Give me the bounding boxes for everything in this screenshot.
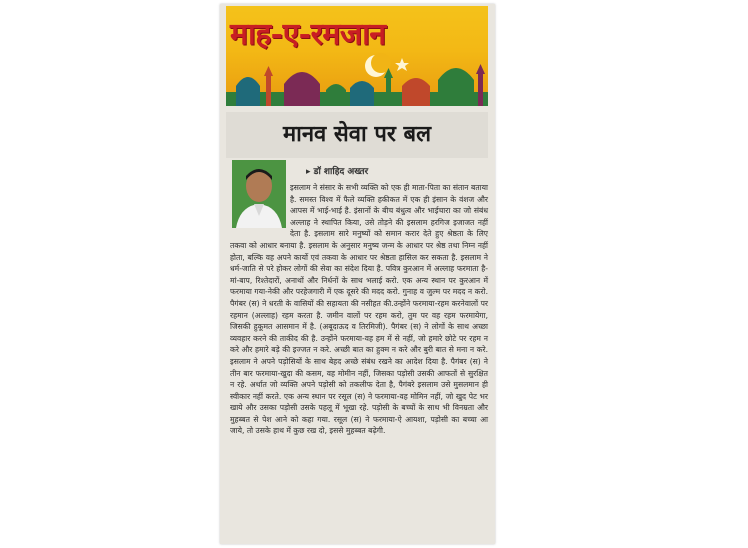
- mosque-skyline-illustration: [226, 50, 488, 106]
- article-body: [230, 182, 488, 542]
- author-byline: ▸ डॉ शाहिद अख्तर: [306, 167, 369, 177]
- headline-box: [226, 112, 488, 158]
- ramzan-banner: [226, 6, 488, 106]
- headline: मानव सेवा पर बल: [282, 121, 432, 147]
- banner-title: माह-ए-रमजान: [230, 17, 386, 52]
- article-body-text: इसलाम ने संसार के सभी व्यक्ति को एक ही माता-पिता का संतान बताया है. समस्त विश्व में फैले व्यक्ति हकीकत में एक ही इंसान के वंशज और आपस में भाई-भाई है. इंसानों के बीच बंधुत्व और भाईचारा का जो संबंध अल्लाह ने स्थापित किया, उसे तोड़ने की इसलाम हरगिज इजाजत नहीं देता है. इसलाम सारे मनुष्यों को समान करार देते हुए श्रेष्ठता के लिए तकवा को आधार बनाया है. इसलाम के अनुसार मनुष्य जन्म के आधार पर श्रेष्ठ तथा निम्न नहीं होता, बल्कि वह अपने कार्यो एवं तकवा के आधार पर श्रेष्ठता हासिल कर सकता है. इसलाम ने धर्म-जाति से परे होकर लोगों की सेवा का संदेश दिया है. पवित्र कुरआन में अल्लाह फरमाता है-मां-बाप, रिश्तेदारों, अनाथों और निर्धनों के साथ भलाई करो. एक अन्य स्थान पर कुरआन में फरमाया गया-नेकी और परहेजगारी में एक दूसरे की मदद करो. गुनाह व जुल्म पर मदद न करो. पैगंबर (स) ने धरती के वासियों की सहायता की नसीहत की.उन्होंने फरमाया-रहम करनेवालों पर रहमान (अल्लाह) रहम करता है. जमीन वालों पर रहम करो, तुम पर वह रहम फरमायेगा, जिसकी हुकूमत आसमान में है. (अबूदाऊद व तिरमिजी). पैगंबर (स) ने लोगों के साथ अच्छा व्यवहार करने की ताकीद की है. उन्होंने फरमाया-वह हम में से नहीं, जो हमारे छोटे पर रहम न करे और हमारे बड़े की इज्जत न करे. अच्छी बात का हुक्म न करे और बुरी बात से मना न करे. इसलाम ने अपने पड़ोसियों के साथ बेहद अच्छे संबंध रखने का आदेश दिया है. पैगंबर (स) ने तीन बार फरमाया-खुदा की कसम, वह मोमीन नहीं, जिसका पड़ोसी उसकी आफतों से सुरक्षित न रहे. अर्थात जो व्यक्ति अपने पड़ोसी को तकलीफ देता है, पैगंबरे इसलाम उसे मुसलमान ही स्वीकार नहीं करते. एक अन्य स्थान पर रसूल (स) ने फरमाया-वह मोमिन नहीं, जो खुद पेट भर खाये और उसका पड़ोसी उसके पहलू में भूखा रहे. पड़ोसी के बच्चों के साथ भी विनम्रता और मुहब्बत से पेश आने को कहा गया. रसूल (स) ने फरमाया-ऐ आयशा, पड़ोसी का बच्चा आ जाये, तो उसके हाथ में कुछ रख दो, इससे मुहब्बत बढ़ेगी.: [230, 183, 488, 436]
- byline-text: डॉ शाहिद अख्तर: [313, 167, 369, 177]
- newspaper-clipping: [220, 4, 495, 544]
- photo-spacer: [230, 182, 290, 238]
